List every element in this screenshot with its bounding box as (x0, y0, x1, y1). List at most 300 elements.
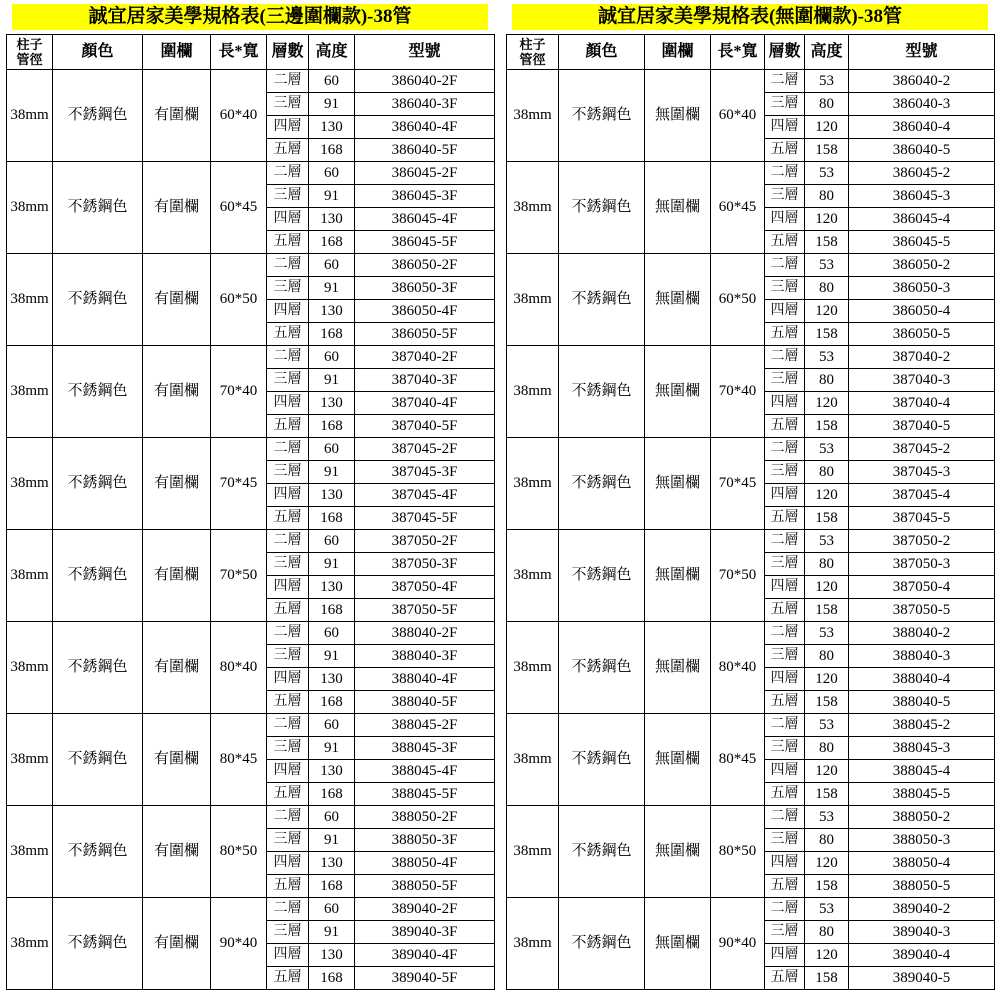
left-cell-layer: 二層 (267, 254, 309, 277)
right-cell-layer: 三層 (765, 921, 805, 944)
left-col-header-fence: 圍欄 (143, 35, 211, 70)
table-row (507, 70, 995, 93)
right-cell-layer: 二層 (765, 622, 805, 645)
left-cell-layer: 五層 (267, 691, 309, 714)
right-cell-layer: 五層 (765, 599, 805, 622)
right-cell-height: 80 (805, 369, 849, 392)
left-cell-model: 386045-2F (355, 162, 495, 185)
right-cell-pipe: 38mm (507, 438, 559, 530)
left-cell-layer: 三層 (267, 737, 309, 760)
left-cell-fence: 有圍欄 (143, 714, 211, 806)
left-table-head (7, 35, 495, 70)
left-cell-height: 130 (309, 852, 355, 875)
left-cell-model: 388045-5F (355, 783, 495, 806)
left-cell-layer: 三層 (267, 185, 309, 208)
right-cell-height: 120 (805, 576, 849, 599)
left-cell-fence: 有圍欄 (143, 70, 211, 162)
table-row (507, 714, 995, 737)
right-cell-model: 386050-4 (849, 300, 995, 323)
right-cell-color: 不銹鋼色 (559, 806, 645, 898)
left-col-header-layers: 層數 (267, 35, 309, 70)
left-cell-height: 91 (309, 93, 355, 116)
left-cell-layer: 二層 (267, 714, 309, 737)
right-cell-layer: 二層 (765, 438, 805, 461)
left-cell-model: 387040-3F (355, 369, 495, 392)
left-cell-size: 60*45 (211, 162, 267, 254)
right-cell-model: 388040-2 (849, 622, 995, 645)
right-cell-model: 387040-4 (849, 392, 995, 415)
right-cell-layer: 四層 (765, 668, 805, 691)
right-cell-layer: 五層 (765, 139, 805, 162)
right-cell-layer: 五層 (765, 507, 805, 530)
right-cell-pipe: 38mm (507, 622, 559, 714)
right-cell-height: 80 (805, 553, 849, 576)
left-cell-color: 不銹鋼色 (53, 898, 143, 990)
right-cell-model: 388045-4 (849, 760, 995, 783)
right-cell-pipe: 38mm (507, 70, 559, 162)
left-cell-height: 130 (309, 944, 355, 967)
right-cell-model: 386050-3 (849, 277, 995, 300)
right-cell-layer: 三層 (765, 461, 805, 484)
right-cell-layer: 二層 (765, 254, 805, 277)
right-cell-layer: 四層 (765, 300, 805, 323)
left-cell-model: 388050-5F (355, 875, 495, 898)
right-cell-fence: 無圍欄 (645, 162, 711, 254)
left-cell-layer: 三層 (267, 277, 309, 300)
right-cell-model: 388040-3 (849, 645, 995, 668)
right-cell-model: 388040-5 (849, 691, 995, 714)
left-cell-height: 130 (309, 484, 355, 507)
left-cell-layer: 五層 (267, 323, 309, 346)
right-cell-layer: 三層 (765, 829, 805, 852)
right-cell-height: 120 (805, 668, 849, 691)
right-cell-height: 120 (805, 760, 849, 783)
left-cell-height: 60 (309, 714, 355, 737)
left-cell-layer: 四層 (267, 300, 309, 323)
left-cell-color: 不銹鋼色 (53, 438, 143, 530)
right-cell-model: 389040-2 (849, 898, 995, 921)
left-cell-layer: 三層 (267, 645, 309, 668)
right-cell-size: 70*50 (711, 530, 765, 622)
right-cell-layer: 四層 (765, 392, 805, 415)
right-cell-layer: 四層 (765, 760, 805, 783)
table-row (507, 438, 995, 461)
right-cell-pipe: 38mm (507, 254, 559, 346)
left-cell-model: 387045-5F (355, 507, 495, 530)
left-cell-model: 386050-4F (355, 300, 495, 323)
right-cell-size: 80*45 (711, 714, 765, 806)
right-cell-model: 387045-5 (849, 507, 995, 530)
right-cell-pipe: 38mm (507, 714, 559, 806)
left-col-header-color: 顏色 (53, 35, 143, 70)
right-cell-model: 387045-4 (849, 484, 995, 507)
right-cell-fence: 無圍欄 (645, 530, 711, 622)
right-cell-model: 387050-3 (849, 553, 995, 576)
left-cell-height: 130 (309, 392, 355, 415)
left-cell-height: 60 (309, 898, 355, 921)
left-cell-model: 388045-4F (355, 760, 495, 783)
right-cell-layer: 三層 (765, 369, 805, 392)
right-cell-height: 80 (805, 185, 849, 208)
left-cell-layer: 五層 (267, 599, 309, 622)
left-cell-layer: 四層 (267, 484, 309, 507)
table-row (7, 162, 495, 185)
right-cell-model: 386045-4 (849, 208, 995, 231)
right-table-head (507, 35, 995, 70)
table-row (507, 254, 995, 277)
right-cell-model: 387040-5 (849, 415, 995, 438)
left-cell-height: 60 (309, 254, 355, 277)
left-cell-layer: 二層 (267, 622, 309, 645)
right-cell-layer: 三層 (765, 277, 805, 300)
right-cell-layer: 三層 (765, 553, 805, 576)
right-cell-height: 80 (805, 461, 849, 484)
right-cell-height: 120 (805, 484, 849, 507)
right-cell-layer: 五層 (765, 691, 805, 714)
left-cell-model: 387045-3F (355, 461, 495, 484)
right-cell-layer: 四層 (765, 852, 805, 875)
right-cell-height: 158 (805, 231, 849, 254)
left-cell-layer: 三層 (267, 461, 309, 484)
left-cell-layer: 五層 (267, 139, 309, 162)
left-cell-model: 387045-4F (355, 484, 495, 507)
left-cell-size: 70*50 (211, 530, 267, 622)
left-cell-height: 91 (309, 369, 355, 392)
right-cell-height: 53 (805, 346, 849, 369)
left-cell-fence: 有圍欄 (143, 530, 211, 622)
right-cell-model: 388050-2 (849, 806, 995, 829)
left-cell-height: 168 (309, 139, 355, 162)
table-row (507, 530, 995, 553)
left-cell-height: 130 (309, 208, 355, 231)
left-cell-layer: 三層 (267, 93, 309, 116)
right-cell-color: 不銹鋼色 (559, 254, 645, 346)
left-cell-fence: 有圍欄 (143, 254, 211, 346)
left-cell-layer: 二層 (267, 806, 309, 829)
right-col-header-height: 高度 (805, 35, 849, 70)
table-row (7, 622, 495, 645)
left-cell-height: 91 (309, 277, 355, 300)
left-cell-height: 60 (309, 438, 355, 461)
right-cell-layer: 四層 (765, 116, 805, 139)
left-cell-model: 386050-5F (355, 323, 495, 346)
left-cell-model: 387040-4F (355, 392, 495, 415)
left-cell-fence: 有圍欄 (143, 346, 211, 438)
left-cell-layer: 四層 (267, 668, 309, 691)
left-cell-layer: 五層 (267, 783, 309, 806)
left-cell-layer: 四層 (267, 208, 309, 231)
right-cell-height: 53 (805, 530, 849, 553)
right-cell-color: 不銹鋼色 (559, 346, 645, 438)
left-cell-layer: 四層 (267, 852, 309, 875)
left-cell-height: 130 (309, 300, 355, 323)
right-cell-model: 388040-4 (849, 668, 995, 691)
right-cell-size: 70*45 (711, 438, 765, 530)
left-cell-color: 不銹鋼色 (53, 254, 143, 346)
left-cell-height: 168 (309, 323, 355, 346)
right-col-header-color: 顏色 (559, 35, 645, 70)
right-cell-fence: 無圍欄 (645, 346, 711, 438)
left-col-header-pipe-line1: 柱子 (16, 37, 43, 52)
left-cell-height: 91 (309, 645, 355, 668)
left-cell-layer: 二層 (267, 898, 309, 921)
right-cell-size: 60*45 (711, 162, 765, 254)
left-cell-height: 168 (309, 599, 355, 622)
right-cell-model: 387045-2 (849, 438, 995, 461)
left-cell-color: 不銹鋼色 (53, 622, 143, 714)
right-cell-layer: 四層 (765, 576, 805, 599)
left-cell-model: 386050-3F (355, 277, 495, 300)
left-cell-layer: 二層 (267, 70, 309, 93)
right-cell-height: 53 (805, 714, 849, 737)
left-cell-model: 387050-5F (355, 599, 495, 622)
left-cell-layer: 四層 (267, 944, 309, 967)
right-cell-fence: 無圍欄 (645, 898, 711, 990)
right-cell-height: 80 (805, 277, 849, 300)
right-cell-model: 388045-3 (849, 737, 995, 760)
right-cell-layer: 二層 (765, 806, 805, 829)
right-cell-height: 120 (805, 208, 849, 231)
right-cell-layer: 二層 (765, 898, 805, 921)
left-col-header-height: 高度 (309, 35, 355, 70)
left-col-header-model: 型號 (355, 35, 495, 70)
right-cell-height: 80 (805, 645, 849, 668)
right-cell-layer: 五層 (765, 231, 805, 254)
table-row (7, 898, 495, 921)
left-cell-layer: 三層 (267, 921, 309, 944)
left-cell-fence: 有圍欄 (143, 162, 211, 254)
right-cell-height: 120 (805, 116, 849, 139)
left-cell-layer: 三層 (267, 553, 309, 576)
right-col-header-pipe-line1: 柱子 (519, 37, 546, 52)
left-cell-fence: 有圍欄 (143, 438, 211, 530)
left-cell-layer: 四層 (267, 576, 309, 599)
left-cell-color: 不銹鋼色 (53, 806, 143, 898)
left-cell-height: 168 (309, 967, 355, 990)
left-cell-layer: 二層 (267, 162, 309, 185)
right-cell-model: 387045-3 (849, 461, 995, 484)
left-cell-height: 60 (309, 530, 355, 553)
left-cell-model: 387050-3F (355, 553, 495, 576)
right-cell-height: 158 (805, 599, 849, 622)
left-cell-color: 不銹鋼色 (53, 346, 143, 438)
left-spec-table (6, 34, 495, 990)
right-cell-size: 60*40 (711, 70, 765, 162)
right-cell-color: 不銹鋼色 (559, 162, 645, 254)
right-cell-model: 386050-5 (849, 323, 995, 346)
left-cell-pipe: 38mm (7, 714, 53, 806)
right-cell-model: 387050-4 (849, 576, 995, 599)
right-cell-height: 120 (805, 852, 849, 875)
left-cell-size: 70*45 (211, 438, 267, 530)
right-cell-layer: 二層 (765, 162, 805, 185)
right-cell-model: 386040-3 (849, 93, 995, 116)
left-cell-model: 389040-5F (355, 967, 495, 990)
right-cell-color: 不銹鋼色 (559, 714, 645, 806)
right-col-header-pipe-line2: 管徑 (519, 52, 546, 67)
left-cell-pipe: 38mm (7, 438, 53, 530)
left-cell-height: 91 (309, 461, 355, 484)
right-cell-color: 不銹鋼色 (559, 530, 645, 622)
left-cell-model: 386045-4F (355, 208, 495, 231)
left-cell-height: 168 (309, 507, 355, 530)
left-col-header-size: 長*寬 (211, 35, 267, 70)
right-cell-pipe: 38mm (507, 530, 559, 622)
right-cell-model: 386040-4 (849, 116, 995, 139)
right-cell-model: 389040-5 (849, 967, 995, 990)
right-header-row (507, 35, 995, 70)
left-cell-height: 91 (309, 553, 355, 576)
left-cell-model: 386045-5F (355, 231, 495, 254)
table-row (7, 438, 495, 461)
right-cell-fence: 無圍欄 (645, 806, 711, 898)
left-cell-layer: 五層 (267, 415, 309, 438)
left-table-body (7, 70, 495, 990)
right-cell-model: 386040-5 (849, 139, 995, 162)
right-cell-layer: 三層 (765, 645, 805, 668)
right-cell-fence: 無圍欄 (645, 254, 711, 346)
right-cell-model: 387040-2 (849, 346, 995, 369)
left-cell-height: 168 (309, 415, 355, 438)
right-cell-size: 80*50 (711, 806, 765, 898)
left-cell-height: 130 (309, 668, 355, 691)
right-cell-height: 158 (805, 323, 849, 346)
right-cell-model: 386050-2 (849, 254, 995, 277)
left-cell-height: 60 (309, 806, 355, 829)
right-spec-table (506, 34, 995, 990)
right-cell-model: 388045-2 (849, 714, 995, 737)
left-cell-model: 387040-2F (355, 346, 495, 369)
left-cell-color: 不銹鋼色 (53, 530, 143, 622)
right-col-header-pipe (507, 35, 559, 70)
left-cell-height: 60 (309, 162, 355, 185)
right-col-header-size: 長*寬 (711, 35, 765, 70)
right-cell-model: 389040-4 (849, 944, 995, 967)
table-row (507, 898, 995, 921)
left-cell-height: 91 (309, 737, 355, 760)
right-cell-model: 388050-3 (849, 829, 995, 852)
table-row (7, 254, 495, 277)
right-cell-layer: 五層 (765, 323, 805, 346)
right-cell-model: 388050-5 (849, 875, 995, 898)
right-cell-height: 53 (805, 438, 849, 461)
table-row (507, 346, 995, 369)
right-cell-height: 158 (805, 415, 849, 438)
left-cell-fence: 有圍欄 (143, 806, 211, 898)
left-cell-layer: 五層 (267, 875, 309, 898)
left-header-row (7, 35, 495, 70)
right-cell-height: 80 (805, 737, 849, 760)
left-col-header-pipe (7, 35, 53, 70)
right-cell-height: 53 (805, 898, 849, 921)
right-cell-height: 53 (805, 806, 849, 829)
left-cell-model: 388050-3F (355, 829, 495, 852)
right-cell-height: 80 (805, 921, 849, 944)
right-col-header-fence: 圍欄 (645, 35, 711, 70)
left-cell-layer: 四層 (267, 760, 309, 783)
left-cell-model: 387050-2F (355, 530, 495, 553)
right-col-header-layers: 層數 (765, 35, 805, 70)
right-cell-height: 53 (805, 162, 849, 185)
right-cell-height: 158 (805, 139, 849, 162)
right-cell-model: 388050-4 (849, 852, 995, 875)
left-cell-height: 168 (309, 231, 355, 254)
left-cell-size: 90*40 (211, 898, 267, 990)
right-cell-fence: 無圍欄 (645, 714, 711, 806)
left-cell-model: 388050-4F (355, 852, 495, 875)
left-cell-model: 388040-4F (355, 668, 495, 691)
right-cell-height: 120 (805, 300, 849, 323)
left-cell-model: 386050-2F (355, 254, 495, 277)
left-cell-model: 388045-2F (355, 714, 495, 737)
right-cell-model: 388045-5 (849, 783, 995, 806)
left-cell-layer: 五層 (267, 231, 309, 254)
right-cell-layer: 五層 (765, 415, 805, 438)
left-cell-layer: 四層 (267, 392, 309, 415)
left-cell-pipe: 38mm (7, 346, 53, 438)
right-cell-color: 不銹鋼色 (559, 438, 645, 530)
left-cell-model: 386040-5F (355, 139, 495, 162)
right-cell-color: 不銹鋼色 (559, 70, 645, 162)
right-cell-pipe: 38mm (507, 346, 559, 438)
table-row (507, 162, 995, 185)
left-cell-height: 130 (309, 760, 355, 783)
left-cell-pipe: 38mm (7, 898, 53, 990)
left-cell-fence: 有圍欄 (143, 898, 211, 990)
right-cell-height: 120 (805, 944, 849, 967)
table-row (507, 622, 995, 645)
right-cell-height: 53 (805, 622, 849, 645)
left-cell-size: 80*40 (211, 622, 267, 714)
left-cell-color: 不銹鋼色 (53, 70, 143, 162)
right-cell-model: 386045-5 (849, 231, 995, 254)
right-cell-layer: 五層 (765, 783, 805, 806)
left-cell-model: 387040-5F (355, 415, 495, 438)
table-row (507, 806, 995, 829)
right-cell-layer: 二層 (765, 70, 805, 93)
left-cell-size: 80*45 (211, 714, 267, 806)
left-cell-pipe: 38mm (7, 806, 53, 898)
right-cell-model: 387050-2 (849, 530, 995, 553)
right-table-body (507, 70, 995, 990)
right-cell-layer: 三層 (765, 185, 805, 208)
right-cell-pipe: 38mm (507, 898, 559, 990)
left-cell-height: 168 (309, 783, 355, 806)
right-cell-fence: 無圍欄 (645, 438, 711, 530)
right-cell-layer: 二層 (765, 530, 805, 553)
right-cell-height: 53 (805, 254, 849, 277)
right-cell-size: 80*40 (711, 622, 765, 714)
panel-right-no-fence (500, 0, 1000, 995)
right-cell-height: 158 (805, 783, 849, 806)
right-cell-height: 158 (805, 507, 849, 530)
left-cell-model: 388040-3F (355, 645, 495, 668)
left-cell-height: 60 (309, 70, 355, 93)
left-cell-model: 387045-2F (355, 438, 495, 461)
table-row (7, 530, 495, 553)
right-cell-model: 386045-3 (849, 185, 995, 208)
left-cell-height: 91 (309, 185, 355, 208)
right-cell-color: 不銹鋼色 (559, 622, 645, 714)
right-table-title: 誠宜居家美學規格表(無圍欄款)-38管 (512, 4, 988, 30)
right-cell-height: 80 (805, 93, 849, 116)
left-cell-height: 91 (309, 829, 355, 852)
left-cell-model: 388045-3F (355, 737, 495, 760)
left-cell-pipe: 38mm (7, 70, 53, 162)
right-cell-model: 389040-3 (849, 921, 995, 944)
table-row (7, 714, 495, 737)
table-row (7, 806, 495, 829)
